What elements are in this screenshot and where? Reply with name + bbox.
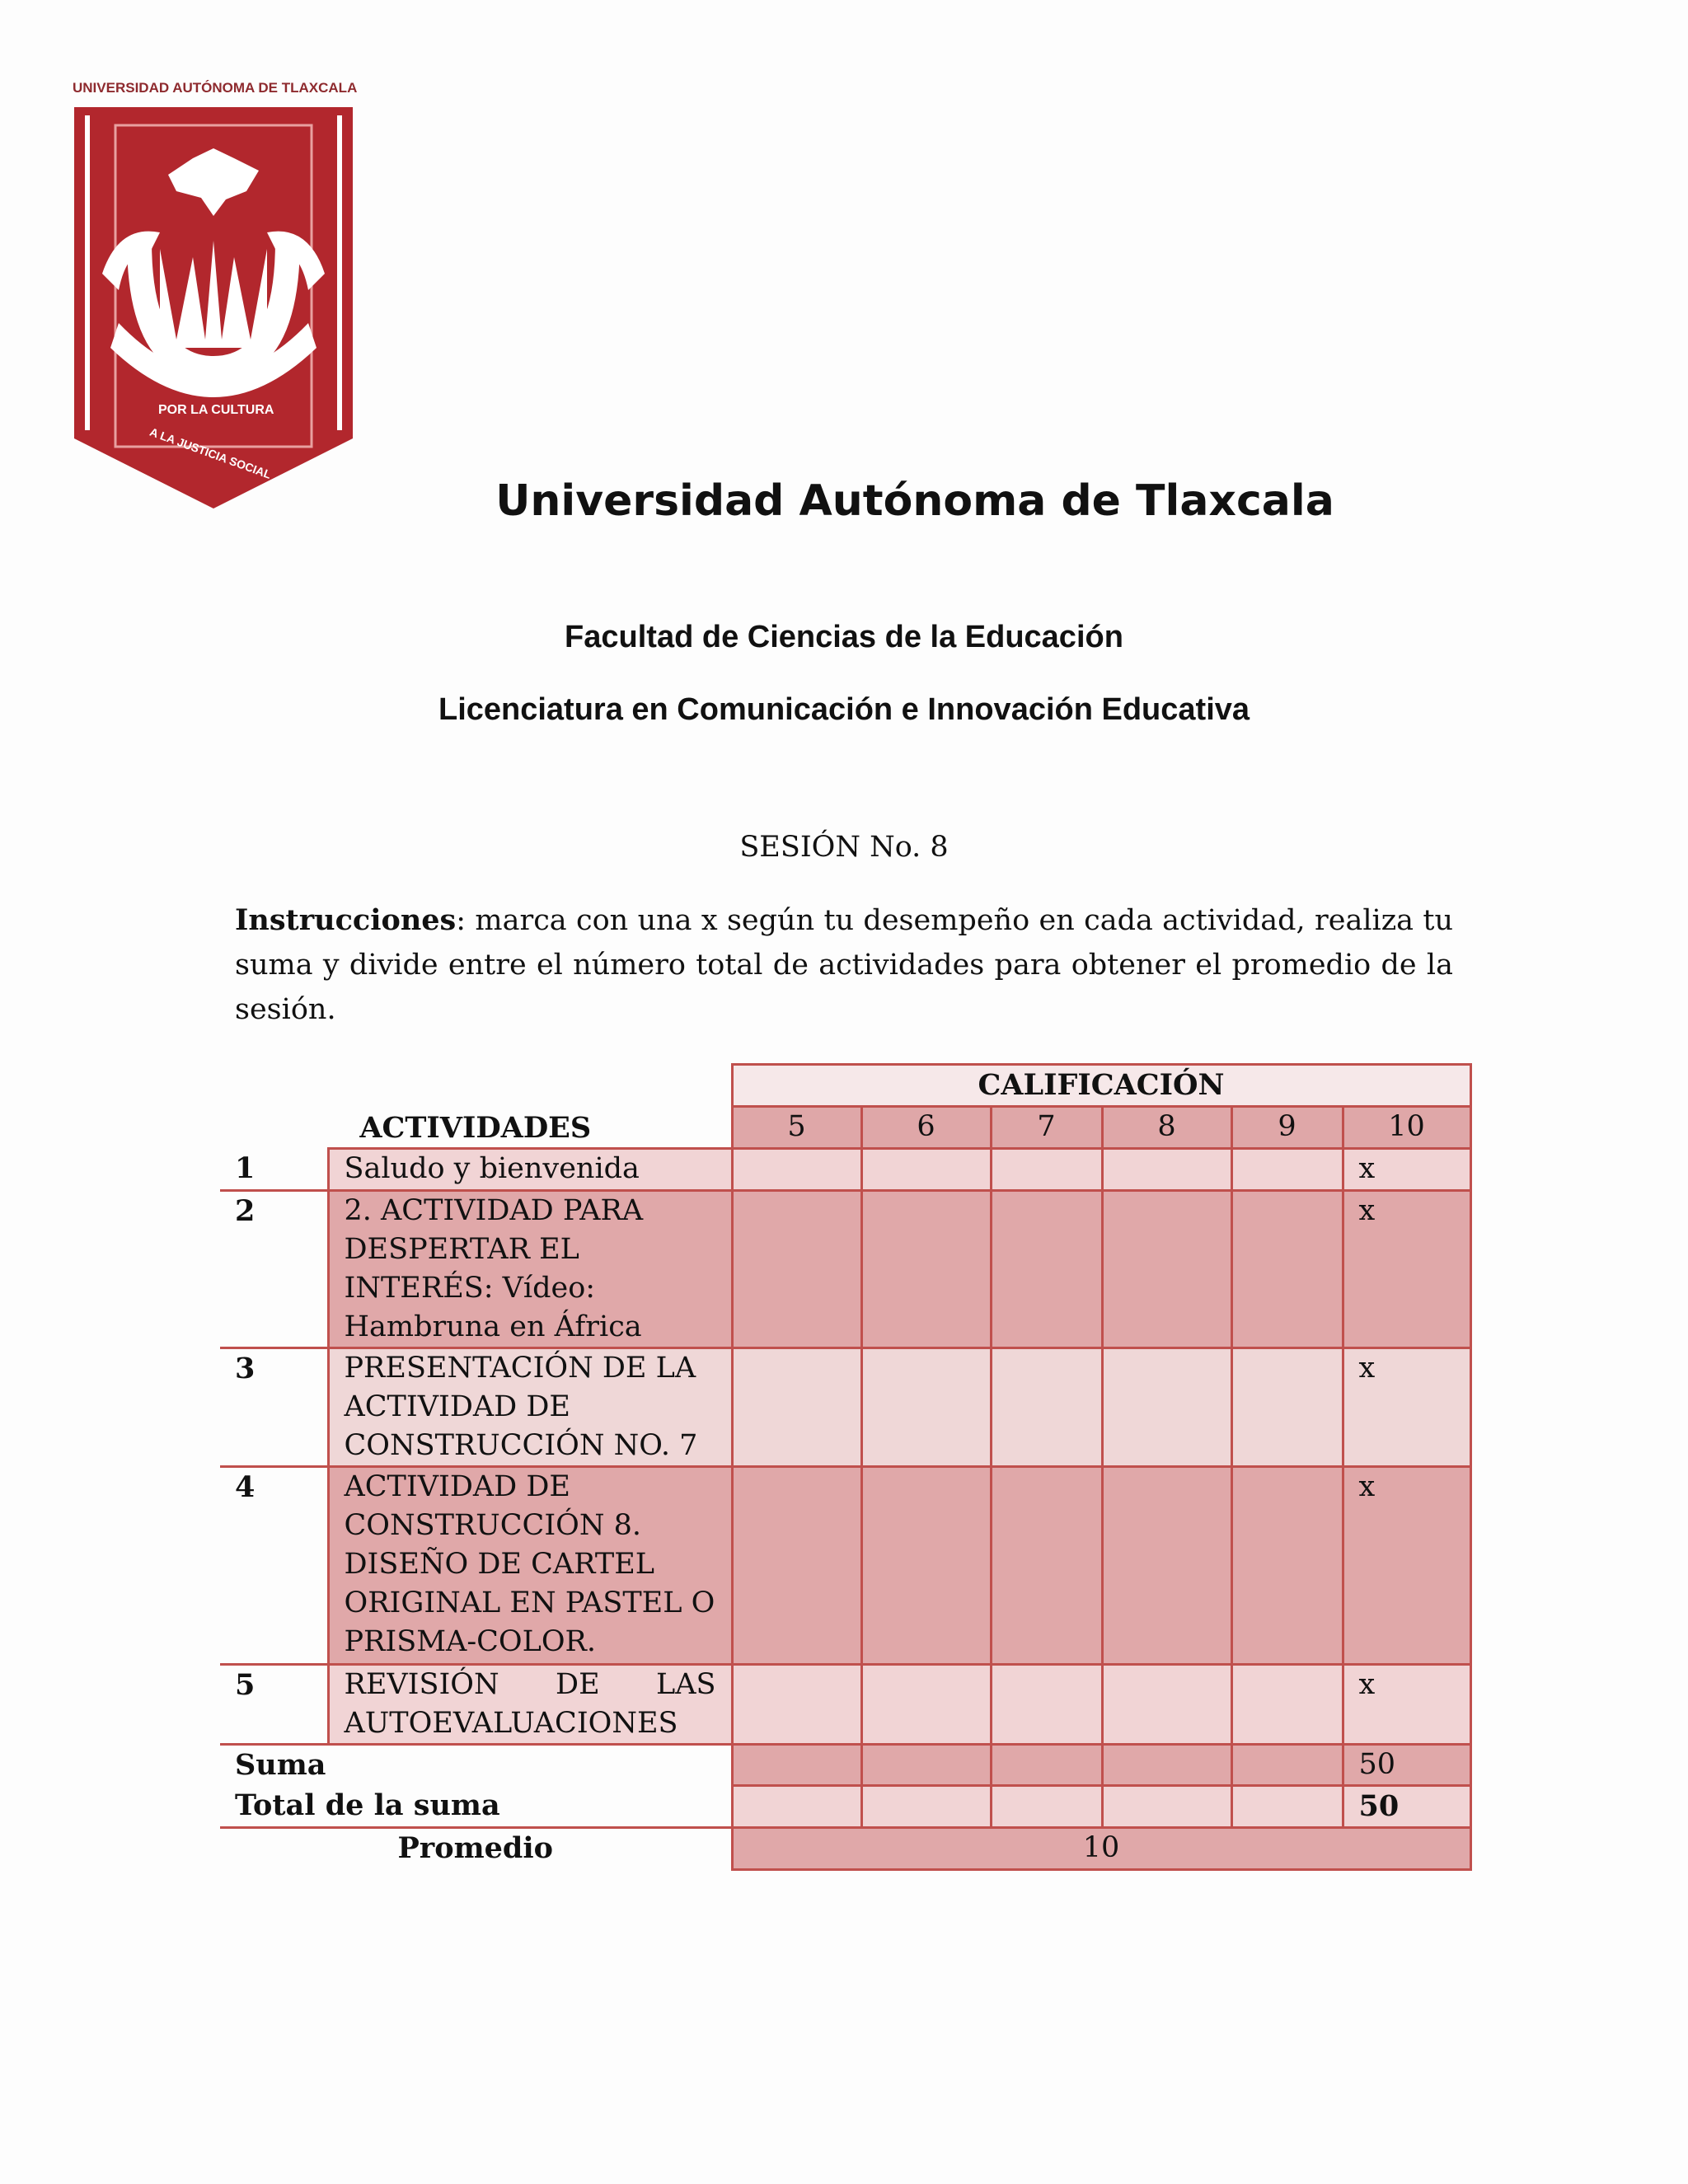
mark-cell <box>861 1149 991 1191</box>
logo-top-text: UNIVERSIDAD AUTÓNOMA DE TLAXCALA <box>73 80 358 96</box>
table-row <box>220 1149 1470 1191</box>
degree-title: Licenciatura en Comunicación e Innovación Educativa <box>438 692 1250 727</box>
mark-cell: x <box>1343 1191 1470 1348</box>
mark-cell <box>861 1467 991 1665</box>
row-number: 3 <box>220 1348 328 1467</box>
activities-header: ACTIVIDADES <box>359 1111 592 1145</box>
mark-cell <box>1231 1467 1343 1665</box>
empty-cell <box>1102 1786 1231 1828</box>
grade-7: 7 <box>991 1107 1102 1149</box>
mark-cell: x <box>1343 1467 1470 1665</box>
empty-cell <box>991 1745 1102 1786</box>
row-number: 1 <box>220 1149 328 1191</box>
mark-cell <box>861 1191 991 1348</box>
mark-cell <box>732 1665 861 1745</box>
mark-cell <box>732 1149 861 1191</box>
mark-cell <box>732 1467 861 1665</box>
mark-cell <box>732 1191 861 1348</box>
mark-cell <box>991 1665 1102 1745</box>
grade-8: 8 <box>1102 1107 1231 1149</box>
evaluation-table <box>220 1063 1472 1871</box>
session-title: SESIÓN No. 8 <box>739 831 949 864</box>
activity-name: REVISIÓN DE LAS AUTOEVALUACIONES <box>328 1665 732 1745</box>
row-number: 2 <box>220 1191 328 1348</box>
empty-cell <box>1231 1745 1343 1786</box>
mark-cell <box>1231 1348 1343 1467</box>
activity-name: Saludo y bienvenida <box>328 1149 732 1191</box>
mark-cell <box>1102 1149 1231 1191</box>
average-row <box>220 1828 1470 1870</box>
empty-cell <box>991 1786 1102 1828</box>
mark-cell <box>1102 1191 1231 1348</box>
instructions-text: : marca con una x según tu desempeño en cada actividad, realiza tu suma y divide entre el número total de actividades para obtener el promedio de la sesión. <box>235 904 1453 1026</box>
activity-name: ACTIVIDAD DE CONSTRUCCIÓN 8. DISEÑO DE CARTEL ORIGINAL EN PASTEL O PRISMA-COLOR. <box>328 1467 732 1665</box>
empty-cell <box>732 1745 861 1786</box>
mark-cell <box>991 1149 1102 1191</box>
mark-cell <box>1231 1665 1343 1745</box>
university-logo <box>69 76 358 513</box>
mark-cell <box>1102 1348 1231 1467</box>
instructions-paragraph <box>235 898 1453 1032</box>
table-row <box>220 1348 1470 1467</box>
total-label: Total de la suma <box>220 1786 732 1828</box>
empty-cell <box>1102 1745 1231 1786</box>
grade-5: 5 <box>732 1107 861 1149</box>
sum-label: Suma <box>235 1748 326 1782</box>
empty-cell <box>732 1786 861 1828</box>
activity-name: 2. ACTIVIDAD PARA DESPERTAR EL INTERÉS: Vídeo: Hambruna en África <box>328 1191 732 1348</box>
logo-motto-1: POR LA CULTURA <box>158 403 274 417</box>
empty-cell <box>1231 1786 1343 1828</box>
mark-cell <box>991 1348 1102 1467</box>
total-value: 50 <box>1343 1786 1470 1828</box>
row-number: 5 <box>220 1665 328 1745</box>
row-number: 4 <box>220 1467 328 1665</box>
mark-cell <box>991 1191 1102 1348</box>
faculty-title: Facultad de Ciencias de la Educación <box>565 620 1123 654</box>
table-row <box>220 1665 1470 1745</box>
total-row <box>220 1786 1470 1828</box>
logo-motto-2: A LA JUSTICIA SOCIAL <box>148 424 274 481</box>
university-title: Universidad Autónoma de Tlaxcala <box>495 476 1334 526</box>
activity-name: PRESENTACIÓN DE LA ACTIVIDAD DE CONSTRUCCIÓN NO. 7 <box>328 1348 732 1467</box>
empty-cell <box>861 1745 991 1786</box>
grade-9: 9 <box>1231 1107 1343 1149</box>
grade-header: CALIFICACIÓN <box>732 1065 1470 1107</box>
average-label: Promedio <box>397 1831 554 1865</box>
mark-cell <box>1102 1665 1231 1745</box>
grade-6: 6 <box>861 1107 991 1149</box>
mark-cell <box>861 1665 991 1745</box>
average-value: 10 <box>732 1828 1470 1870</box>
table-row <box>220 1191 1470 1348</box>
sum-value: 50 <box>1343 1745 1470 1786</box>
mark-cell <box>732 1348 861 1467</box>
mark-cell <box>1102 1467 1231 1665</box>
grade-10: 10 <box>1343 1107 1470 1149</box>
table-row <box>220 1467 1470 1665</box>
empty-cell <box>861 1786 991 1828</box>
mark-cell <box>861 1348 991 1467</box>
mark-cell <box>1231 1149 1343 1191</box>
mark-cell: x <box>1343 1665 1470 1745</box>
mark-cell: x <box>1343 1348 1470 1467</box>
sum-row <box>220 1745 1470 1786</box>
mark-cell <box>1231 1191 1343 1348</box>
mark-cell <box>991 1467 1102 1665</box>
mark-cell: x <box>1343 1149 1470 1191</box>
instructions-label: Instrucciones <box>235 903 457 937</box>
